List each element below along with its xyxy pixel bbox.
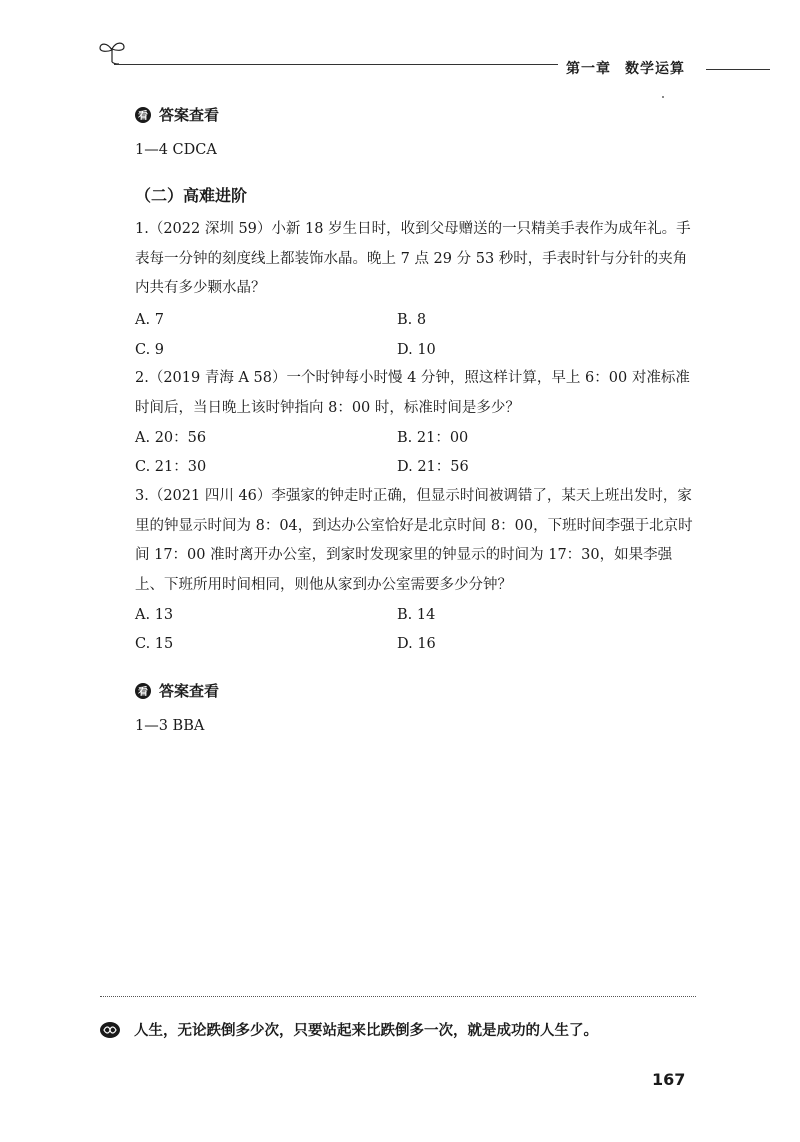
footer-quote — [100, 1019, 598, 1040]
question-1-text: 1.（2022 深圳 59）小新 18 岁生日时，收到父母赠送的一只精美手表作为成年礼。手表每一分钟的刻度线上都装饰水晶。晚上 7 点 29 分 53 秒时，手表时针与分针的夹角内共有多少颗水晶？ — [135, 221, 691, 296]
question-2-option-b: B. 21：00 — [397, 430, 469, 446]
chapter-header — [566, 58, 685, 78]
page-number: 167 — [652, 1070, 686, 1089]
section-heading: （二）高难进阶 — [135, 186, 248, 205]
answer-heading-2 — [135, 680, 219, 701]
question-2-option-d: D. 21：56 — [397, 459, 469, 475]
scan-mark — [662, 96, 664, 98]
question-1-option-d: D. 10 — [397, 342, 436, 358]
question-2-option-a: A. 20：56 — [135, 430, 207, 446]
answer-icon: 看 — [135, 107, 151, 123]
question-1-option-b: B. 8 — [397, 312, 427, 328]
answer-icon: 看 — [135, 683, 151, 699]
answer-heading-1 — [135, 104, 219, 125]
chapter-title: 数学运算 — [625, 61, 685, 77]
question-3-option-b: B. 14 — [397, 607, 436, 623]
footer-divider — [100, 996, 696, 997]
question-3-option-c: C. 15 — [135, 636, 174, 652]
question-2-option-c: C. 21：30 — [135, 459, 207, 475]
answer-text-2: 1—3 BBA — [135, 718, 205, 734]
question-1-option-a: A. 7 — [135, 312, 164, 328]
answer-text-1: 1—4 CDCA — [135, 142, 217, 158]
chapter-label: 第一章 — [566, 61, 611, 77]
question-3-option-a: A. 13 — [135, 607, 174, 623]
quote-bubble-icon — [100, 1022, 120, 1038]
header-rule-right — [706, 69, 770, 70]
quote-text: 人生，无论跌倒多少次，只要站起来比跌倒多一次，就是成功的人生了。 — [134, 1023, 598, 1039]
sprout-icon — [97, 38, 127, 64]
question-3-text: 3.（2021 四川 46）李强家的钟走时正确，但显示时间被调错了，某天上班出发时，家里的钟显示时间为 8：04，到达办公室恰好是北京时间 8：00，下班时间李强于北京时间 17：00 准时离开办公室，到家时发现家里的钟显示的时间为 17：30，如果李强上、下班所用时间相同，则他从家到办公室需要多少分钟？ — [135, 488, 693, 593]
question-3-option-d: D. 16 — [397, 636, 436, 652]
answer-heading-text: 答案查看 — [159, 106, 220, 124]
question-2-text: 2.（2019 青海 A 58）一个时钟每小时慢 4 分钟，照这样计算，早上 6：00 对准标准时间后，当日晚上该时钟指向 8：00 时，标准时间是多少？ — [135, 370, 690, 416]
question-1-option-c: C. 9 — [135, 342, 165, 358]
header-rule — [114, 64, 558, 65]
answer-heading-text: 答案查看 — [159, 682, 220, 700]
